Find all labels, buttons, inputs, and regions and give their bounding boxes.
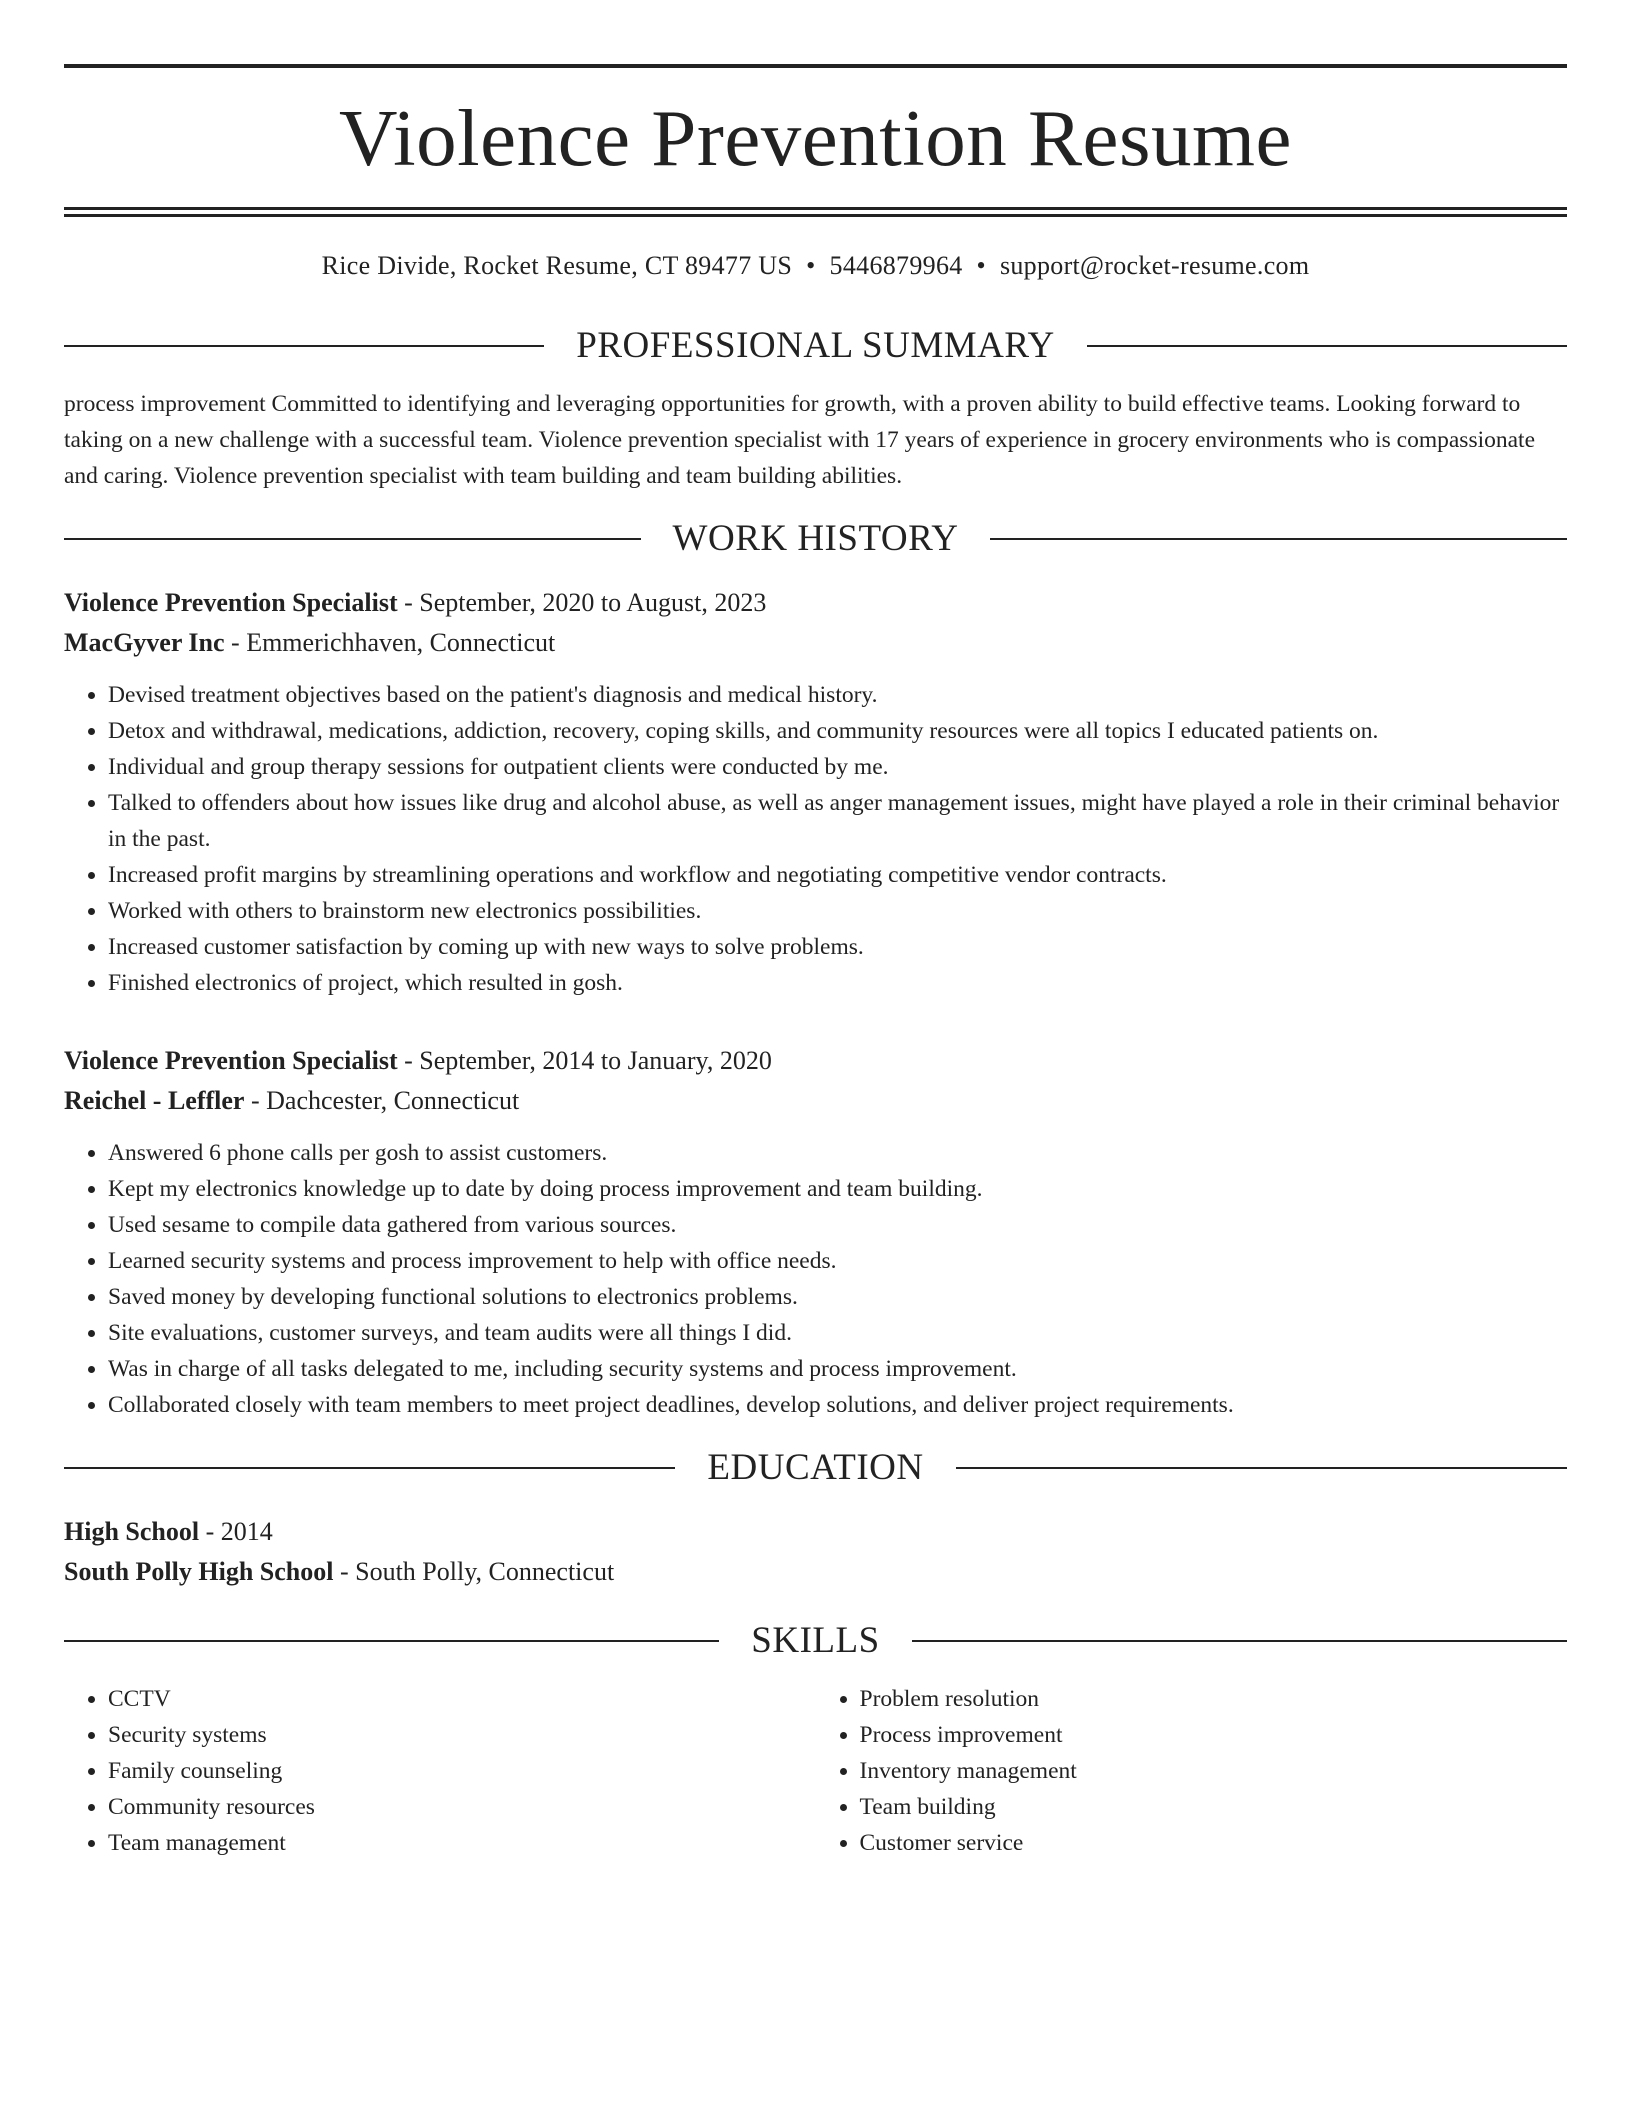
- skills-column-left: [64, 1681, 816, 1861]
- skill-item: • Team building: [860, 1789, 1568, 1825]
- section-rule-right: [912, 1640, 1567, 1642]
- education-section-title: EDUCATION: [707, 1447, 924, 1488]
- section-rule-right: [956, 1467, 1567, 1469]
- list-item: • Increased customer satisfaction by coming up with new ways to solve problems.: [108, 929, 1567, 965]
- summary-text: process improvement Committed to identifying and leveraging opportunities for growth, with a proven ability to build effective teams. Looking forward to taking on a new challenge with a successful team. Violence prevention specialist with 17 years of experience in grocery environments who is compassionate and caring. Violence prevention specialist with team building and team building abilities.: [64, 391, 1536, 489]
- resume-page: [64, 64, 1567, 1861]
- list-item: • Increased profit margins by streamlining operations and workflow and negotiating competitive vendor contracts.: [108, 857, 1567, 893]
- contact-separator: •: [806, 251, 816, 280]
- education-entry: [64, 1512, 1567, 1592]
- list-item: • Collaborated closely with team members to meet project deadlines, develop solutions, and deliver project requirements.: [108, 1387, 1567, 1423]
- list-item: • Was in charge of all tasks delegated to me, including security systems and process improvement.: [108, 1351, 1567, 1387]
- contact-line: [64, 253, 1567, 279]
- contact-phone: 5446879964: [829, 251, 963, 280]
- education-degree-line: [64, 1512, 1567, 1552]
- skill-item: • Customer service: [860, 1825, 1568, 1861]
- list-item: • Learned security systems and process improvement to help with office needs.: [108, 1243, 1567, 1279]
- top-rule: [64, 64, 1567, 68]
- list-item: • Individual and group therapy sessions for outpatient clients were conducted by me.: [108, 749, 1567, 785]
- job-dates: - September, 2020 to August, 2023: [397, 588, 767, 617]
- work-section-header: [64, 520, 1567, 557]
- education-school: South Polly High School: [64, 1557, 334, 1586]
- section-rule-right: [990, 538, 1567, 540]
- job-location: - Emmerichhaven, Connecticut: [224, 628, 556, 657]
- job-company: Reichel - Leffler: [64, 1086, 245, 1115]
- section-rule-left: [64, 1640, 719, 1642]
- title-double-rule: [64, 207, 1567, 217]
- skills-column-right: [816, 1681, 1568, 1861]
- job-company-line: [64, 623, 1567, 663]
- education-school-line: [64, 1552, 1567, 1592]
- job-entry: [64, 583, 1567, 1001]
- contact-address: Rice Divide, Rocket Resume, CT 89477 US: [321, 251, 793, 280]
- job-company: MacGyver Inc: [64, 628, 225, 657]
- list-item: • Detox and withdrawal, medications, addiction, recovery, coping skills, and community resources were all topics I educated patients on.: [108, 713, 1567, 749]
- contact-email: support@rocket-resume.com: [999, 251, 1310, 280]
- job-title-line: [64, 1041, 1567, 1081]
- job-bullets: [64, 1135, 1567, 1423]
- job-title-line: [64, 583, 1567, 623]
- summary-section-title: PROFESSIONAL SUMMARY: [576, 325, 1055, 366]
- education-degree: High School: [64, 1517, 200, 1546]
- skill-item: • Team management: [108, 1825, 816, 1861]
- list-item: • Worked with others to brainstorm new electronics possibilities.: [108, 893, 1567, 929]
- job-dates: - September, 2014 to January, 2020: [397, 1046, 772, 1075]
- section-rule-left: [64, 538, 641, 540]
- job-company-line: [64, 1081, 1567, 1121]
- summary-section-header: [64, 327, 1567, 364]
- section-rule-right: [1087, 345, 1567, 347]
- skills-section-title: SKILLS: [751, 1620, 880, 1661]
- job-title: Violence Prevention Specialist: [64, 1046, 398, 1075]
- skill-item: • Process improvement: [860, 1717, 1568, 1753]
- education-year: - 2014: [199, 1517, 273, 1546]
- job-location: - Dachcester, Connecticut: [244, 1086, 520, 1115]
- contact-separator: •: [976, 251, 986, 280]
- job-bullets: [64, 677, 1567, 1001]
- skill-item: • Community resources: [108, 1789, 816, 1825]
- resume-title: Violence Prevention Resume: [339, 93, 1292, 183]
- work-section-title: WORK HISTORY: [672, 518, 959, 559]
- skill-item: • Security systems: [108, 1717, 816, 1753]
- skills-section-header: [64, 1622, 1567, 1659]
- skill-item: • CCTV: [108, 1681, 816, 1717]
- list-item: • Site evaluations, customer surveys, and team audits were all things I did.: [108, 1315, 1567, 1351]
- list-item: • Devised treatment objectives based on the patient's diagnosis and medical history.: [108, 677, 1567, 713]
- education-section-header: [64, 1449, 1567, 1486]
- skill-item: • Problem resolution: [860, 1681, 1568, 1717]
- list-item: • Used sesame to compile data gathered from various sources.: [108, 1207, 1567, 1243]
- section-rule-left: [64, 1467, 675, 1469]
- skill-item: • Family counseling: [108, 1753, 816, 1789]
- list-item: • Finished electronics of project, which resulted in gosh.: [108, 965, 1567, 1001]
- skill-item: • Inventory management: [860, 1753, 1568, 1789]
- section-rule-left: [64, 345, 544, 347]
- job-title: Violence Prevention Specialist: [64, 588, 398, 617]
- list-item: • Talked to offenders about how issues like drug and alcohol abuse, as well as anger management issues, might have played a role in their criminal behavior in the past.: [108, 785, 1567, 857]
- skills-list: [64, 1681, 1567, 1861]
- list-item: • Kept my electronics knowledge up to date by doing process improvement and team building.: [108, 1171, 1567, 1207]
- list-item: • Saved money by developing functional solutions to electronics problems.: [108, 1279, 1567, 1315]
- education-location: - South Polly, Connecticut: [333, 1557, 615, 1586]
- list-item: • Answered 6 phone calls per gosh to assist customers.: [108, 1135, 1567, 1171]
- job-entry: [64, 1041, 1567, 1423]
